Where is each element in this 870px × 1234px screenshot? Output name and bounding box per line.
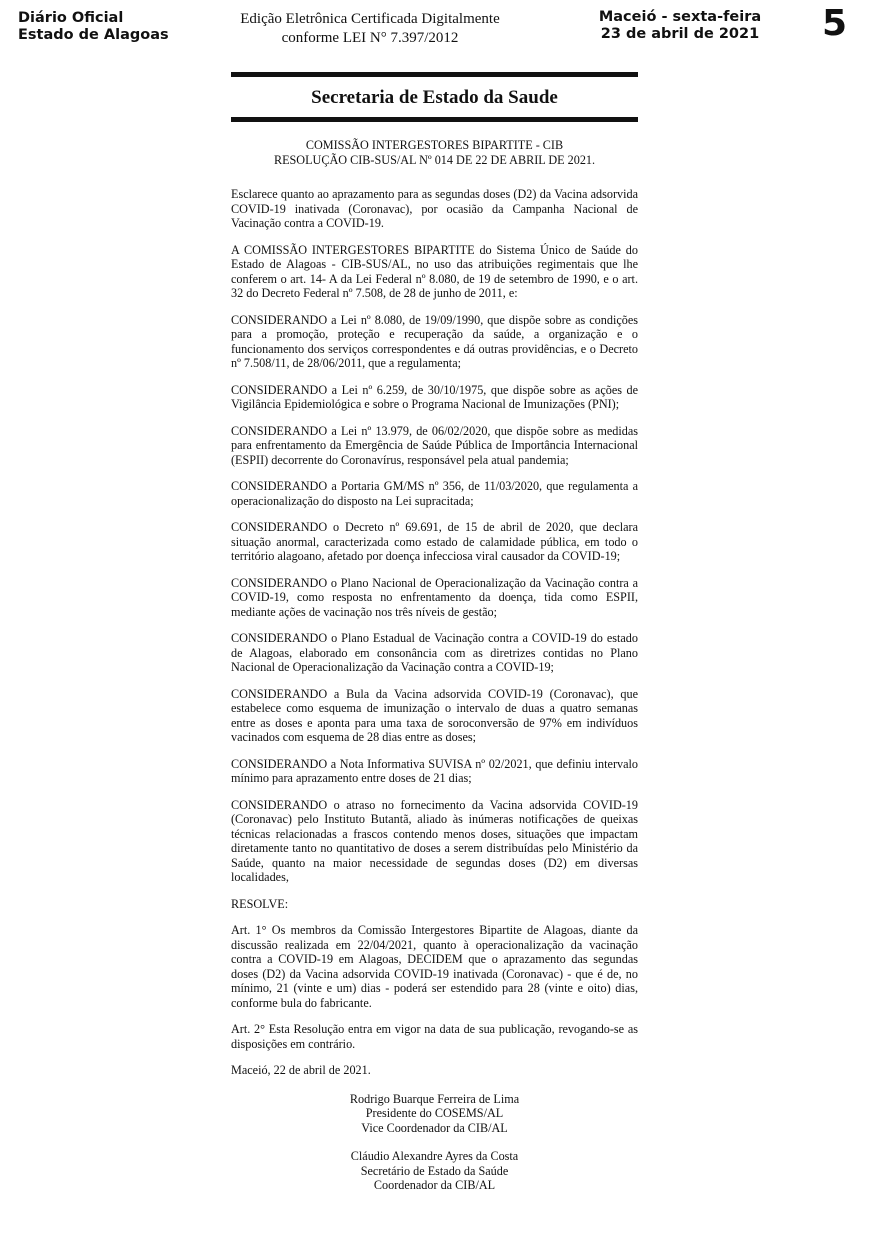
page-header	[0, 0, 870, 50]
paragraph-considering-7: CONSIDERANDO o Plano Estadual de Vacinação contra a COVID-19 do estado de Alagoas, elaborado em consonância com as diretrizes contidas no Plano Nacional de Operacionalização da Vacinação contra a COVID-19;	[231, 631, 638, 674]
issue-date-line2: 23 de abril de 2021	[600, 26, 760, 42]
certification-note-line2: conforme LEI N° 7.397/2012	[281, 30, 459, 46]
publication-name	[18, 10, 169, 44]
section-title: Secretaria de Estado da Saude	[311, 87, 558, 108]
signatory-name: Cláudio Alexandre Ayres da Costa	[350, 1149, 519, 1163]
section-rule-bottom	[231, 117, 638, 122]
signature-block-1	[231, 1092, 638, 1136]
signatory-title: Vice Coordenador da CIB/AL	[361, 1120, 508, 1135]
paragraph-place-date: Maceió, 22 de abril de 2021.	[231, 1063, 371, 1077]
signatory-title: Presidente do COSEMS/AL	[365, 1106, 504, 1120]
resolution-heading-line2: RESOLUÇÃO CIB-SUS/AL Nº 014 DE 22 DE ABRIL DE 2021.	[273, 152, 596, 167]
paragraph-resolve: RESOLVE:	[231, 896, 289, 911]
paragraph-summary: Esclarece quanto ao aprazamento para as segundas doses (D2) da Vacina adsorvida COVID-19 inativada (Coronavac), por ocasião da Campanha Nacional de Vacinação contra a COVID-19.	[231, 187, 638, 230]
paragraph-considering-1: CONSIDERANDO a Lei nº 8.080, de 19/09/1990, que dispõe sobre as condições para a promoção, proteção e recuperação da saúde, a organização e o funcionamento dos serviços correspondentes e dá outras providências, e o Decreto nº 7.508/11, de 28/06/2011, que a regulamenta;	[231, 312, 638, 370]
paragraph-considering-8: CONSIDERANDO a Bula da Vacina adsorvida COVID-19 (Coronavac), que estabelece como esquema de imunização o intervalo de duas a quatro semanas entre as doses e aponta para uma taxa de soroconversão de 97% em indivíduos vacinados com esquema de 28 dias entre as doses;	[231, 686, 638, 744]
issue-date-line1: Maceió - sexta-feira	[598, 9, 762, 25]
paragraph-considering-3: CONSIDERANDO a Lei nº 13.979, de 06/02/2020, que dispõe sobre as medidas para enfrentamento da Emergência de Saúde Pública de Importância Internacional (ESPII) decorrente do Coronavírus, responsável pela atual pandemia;	[231, 423, 638, 467]
paragraph-preamble: A COMISSÃO INTERGESTORES BIPARTITE do Sistema Único de Saúde do Estado de Alagoas - CIB-SUS/AL, no uso das atribuições regimentais que lhe conferem o art. 14- A da Lei Federal nº 8.080, de 19 de setembro de 1990, e o art. 32 do Decreto Federal nº 7.508, de 28 de junho de 2011, e:	[231, 242, 638, 300]
resolution-heading	[231, 138, 638, 167]
paragraph-article-2: Art. 2° Esta Resolução entra em vigor na data de sua publicação, revogando-se as disposições em contrário.	[231, 1022, 638, 1051]
paragraph-considering-2: CONSIDERANDO a Lei nº 6.259, de 30/10/1975, que dispõe sobre as ações de Vigilância Epidemiológica e sobre o Programa Nacional de Imunizações (PNI);	[231, 382, 638, 411]
signature-block-2	[231, 1149, 638, 1193]
signatory-title: Secretário de Estado da Saúde	[360, 1163, 509, 1178]
paragraph-considering-4: CONSIDERANDO a Portaria GM/MS nº 356, de 11/03/2020, que regulamenta a operacionalização do disposto na Lei supracitada;	[231, 479, 638, 508]
signatory-title: Coordenador da CIB/AL	[373, 1178, 496, 1192]
paragraph-considering-6: CONSIDERANDO o Plano Nacional de Operacionalização da Vacinação contra a COVID-19, como resposta no enfrentamento da doença, tida como ESPII, mediante ações de vacinação nos três níveis de gestão;	[231, 575, 638, 619]
paragraph-considering-5: CONSIDERANDO o Decreto nº 69.691, de 15 de abril de 2020, que declara situação anormal, caracterizada como estado de calamidade pública, em todo o território alagoano, afetado por doença infecciosa viral causador da COVID-19;	[231, 520, 638, 563]
paragraph-considering-10: CONSIDERANDO o atraso no fornecimento da Vacina adsorvida COVID-19 (Coronavac) pelo Instituto Butantã, aliado às inúmeras notificações de queixas técnicas relacionadas a frascos contendo menos doses, situações que impactam diretamente tanto no quantitativo de doses a serem distribuídas pelo Ministério da Saúde, quanto na maior necessidade de segundas doses (D2) em diversas localidades,	[231, 797, 638, 884]
paragraph-article-1: Art. 1° Os membros da Comissão Intergestores Bipartite de Alagoas, diante da discussão realizada em 22/04/2021, quanto à operacionalização da vacinação contra a COVID-19 em Alagoas, DECIDEM que o aprazamento das segundas doses (D2) da Vacina adsorvida COVID-19 inativada (Coronavac) - que é de, no mínimo, 21 (vinte e um) dias - poderá ser estendido para 28 (vinte e oito) dias, conforme bula do fabricante.	[231, 923, 638, 1010]
publication-name-line2: Estado de Alagoas	[18, 27, 169, 43]
page-number: 5	[822, 3, 848, 44]
resolution-heading-line1: COMISSÃO INTERGESTORES BIPARTITE - CIB	[305, 138, 564, 152]
issue-date	[585, 9, 775, 43]
paragraph-considering-9: CONSIDERANDO a Nota Informativa SUVISA nº 02/2021, que definiu intervalo mínimo para aprazamento entre doses de 21 dias;	[231, 756, 638, 785]
publication-name-line1: Diário Oficial	[18, 10, 124, 26]
section-rule-top	[231, 72, 638, 77]
signatory-name: Rodrigo Buarque Ferreira de Lima	[349, 1091, 520, 1106]
certification-note-line1: Edição Eletrônica Certificada Digitalmente	[240, 11, 500, 27]
resolution-document	[231, 138, 638, 1193]
certification-note	[200, 10, 540, 48]
